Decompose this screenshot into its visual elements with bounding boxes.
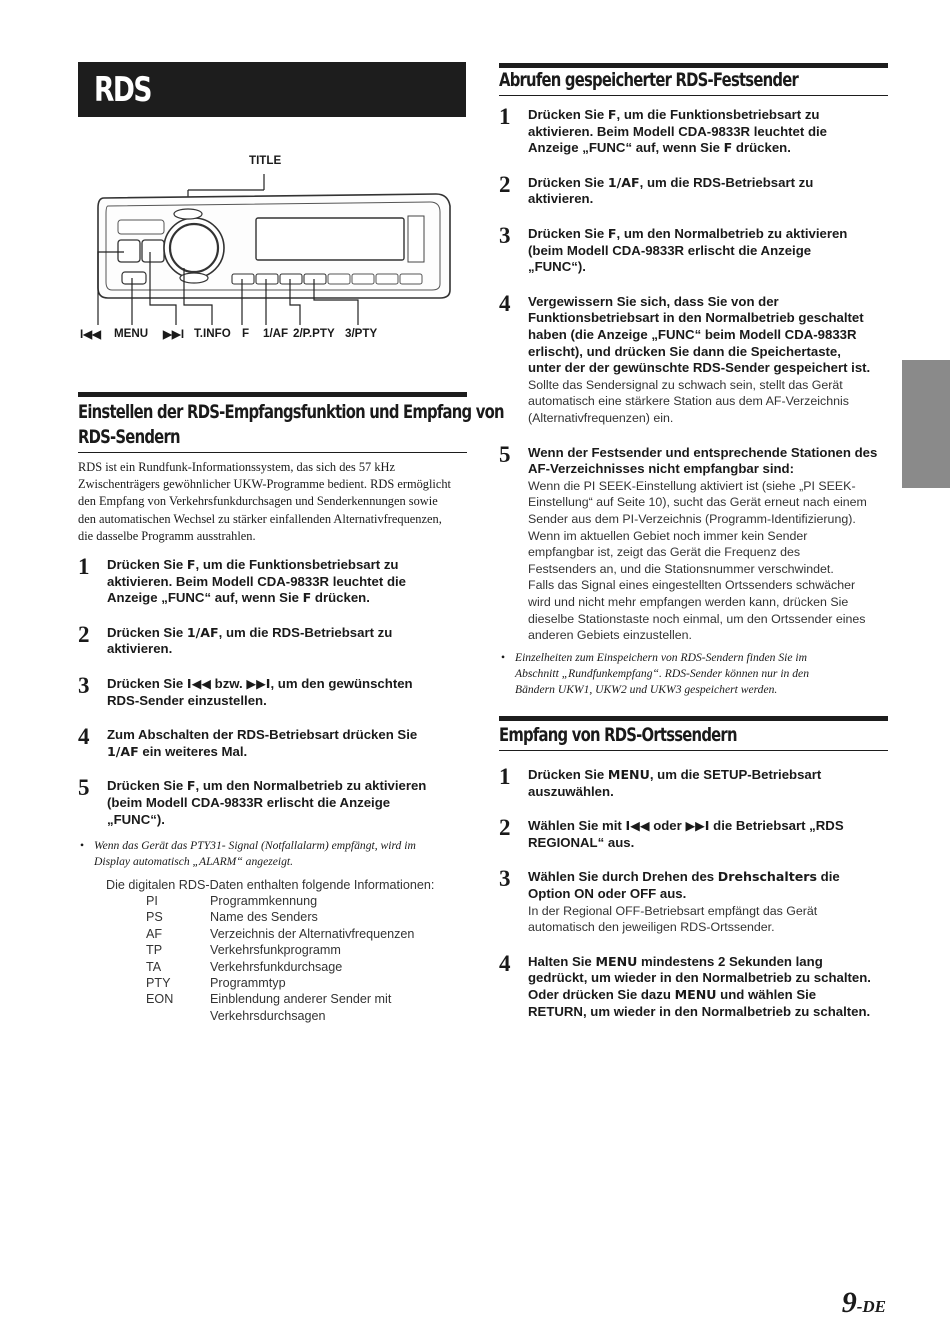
info-description: Programmtyp (210, 975, 286, 990)
step-text (107, 778, 469, 828)
info-intro: Die digitalen RDS-Daten enthalten folgende Informationen: (106, 878, 435, 892)
step-line: unter der der gewünschte RDS-Sender gespeichert ist. (528, 360, 871, 376)
button-label: MENU (607, 767, 650, 782)
info-row (146, 942, 466, 958)
step-note-line: Einstellung“ auf Seite 10), sucht das Gerät erneut nach einem (528, 495, 867, 510)
button-label: 1/AF (186, 624, 219, 640)
section-heading-left (78, 400, 504, 450)
info-description: Verzeichnis der Alternativfrequenzen (210, 926, 415, 941)
info-description: Verkehrsfunkdurchsage (210, 959, 343, 974)
figure-label-tinfo: T.INFO (194, 327, 231, 340)
step-text (107, 625, 469, 658)
button-label: F (186, 557, 196, 572)
step-line: Drücken Sie 1/AF, um die RDS-Betriebsart zu (528, 174, 814, 190)
prev-track-icon: I◀◀ (80, 328, 102, 341)
step-number: 1 (499, 104, 511, 129)
figure-label-1af: 1/AF (263, 327, 289, 340)
intro-line: Zwischenträgers gewöhnlicher UKW-Programme bedient. RDS ermöglicht (78, 477, 451, 492)
step-number: 1 (499, 764, 511, 789)
step-note-line: Wenn im aktuellen Gebiet noch immer kein Sender (528, 528, 808, 543)
step-line: aktivieren. Beim Modell CDA-9833R leuchtet die (528, 123, 828, 139)
step-note-line: Festsenders an, und die Stationsnummer verschwindet. (528, 561, 834, 576)
next-track-icon: ▶▶I (163, 328, 185, 341)
step-line: Wenn der Festsender und entsprechende Stationen des (528, 444, 878, 460)
step-number: 1 (78, 554, 90, 579)
step-number: 3 (499, 223, 511, 248)
bullet-dot: • (501, 651, 506, 664)
bullet-dot: • (80, 839, 85, 852)
step-line: Drücken Sie I◀◀ bzw. ▶▶I, um den gewünschten (107, 676, 413, 691)
step-line: haben (die Anzeige „FUNC“ beim Modell CDA-9833R (528, 326, 857, 342)
step-text (528, 107, 890, 157)
info-row (146, 959, 466, 975)
button-label: MENU (674, 986, 717, 1002)
step-number: 5 (499, 441, 511, 467)
button-label: 1/AF (607, 174, 640, 190)
step-line: Drücken Sie F, um den Normalbetrieb zu aktivieren (528, 226, 848, 241)
info-code: EON (146, 992, 174, 1007)
info-description: Verkehrsfunkprogramm (210, 943, 341, 958)
step-line: Option ON oder OFF aus. (528, 885, 687, 901)
section-rule-top-right2 (499, 716, 888, 721)
faceplate-drawing (78, 150, 468, 345)
step-line: „FUNC“). (107, 811, 165, 827)
info-row (146, 1008, 466, 1024)
step-number: 2 (78, 621, 90, 647)
info-description: Einblendung anderer Sender mit (210, 992, 392, 1007)
intro-line: den automatischen Wechsel zu stärker einfallenden Alternativfrequenzen, (78, 511, 442, 526)
step-note-line: (Alternativfrequenzen) ein. (528, 410, 674, 425)
button-label: F (607, 107, 617, 122)
info-list (146, 893, 466, 1024)
bullet-line: Bändern UKW1, UKW2 und UKW3 gespeichert werden. (515, 683, 778, 696)
section-heading-right1: Abrufen gespeicherter RDS-Festsender (499, 69, 798, 91)
step-text (528, 445, 890, 644)
step-note-line: In der Regional OFF-Betriebsart empfängt das Gerät (528, 903, 818, 918)
step-note-line: wird und nicht mehr empfangen werden kann, drücken Sie (528, 594, 849, 609)
button-label: Drehschalters (717, 869, 817, 885)
button-label: 1/AF (107, 743, 139, 759)
section-rule-bottom-right2 (499, 750, 888, 751)
page-number-digit: 9 (841, 1286, 857, 1319)
step-line: RDS-Sender einzustellen. (107, 692, 267, 708)
step-note-line: Sender aus dem PI-Verzeichnis (Programm-Identifizierung). (528, 511, 856, 526)
step-line: aktivieren. (107, 641, 173, 657)
step-text (528, 226, 890, 276)
figure-label-menu: MENU (114, 327, 149, 340)
step-text (528, 818, 890, 851)
step-line: erlischt), und drücken Sie dann die Speichertaste, (528, 343, 841, 359)
step-line: RETURN, um wieder in den Normalbetrieb zu schalten. (528, 1003, 871, 1019)
step-number: 4 (499, 290, 511, 316)
info-description: Programmkennung (210, 894, 318, 908)
step-line: Funktionsbetriebsart in den Normalbetrieb geschaltet (528, 310, 864, 326)
button-label: F (186, 778, 196, 794)
step-note-line: automatisch eine stärkere Station aus dem AF-Verzeichnis (528, 394, 849, 409)
step-line: Halten Sie MENU mindestens 2 Sekunden lang (528, 953, 823, 969)
step-line: 1/AF ein weiteres Mal. (107, 743, 248, 759)
bullet-line: Display automatisch „ALARM“ angezeigt. (94, 855, 294, 868)
step-text (528, 954, 890, 1020)
section-rule-top (78, 392, 467, 397)
step-note-line: anderen Gebiets einzustellen. (528, 628, 692, 643)
step-note-line: Falls das Signal eines eingestellten Ortssenders schwächer (528, 578, 856, 593)
step-number: 2 (499, 171, 511, 197)
section-heading-line2: RDS-Sendern (78, 426, 180, 448)
step-text (528, 869, 890, 935)
section-heading-right2: Empfang von RDS-Ortssendern (499, 724, 737, 746)
step-note-line: Sollte das Sendersignal zu schwach sein, stellt das Gerät (528, 377, 843, 392)
page-title: RDS (94, 70, 151, 110)
step-line: Vergewissern Sie sich, dass Sie von der (528, 293, 779, 309)
step-line: AF-Verzeichnisses nicht empfangbar sind: (528, 461, 795, 477)
figure-title-label: TITLE (249, 154, 282, 167)
step-line: Drücken Sie 1/AF, um die RDS-Betriebsart zu (107, 624, 393, 640)
info-row (146, 991, 466, 1007)
step-line: Oder drücken Sie dazu MENU und wählen Sie (528, 986, 817, 1002)
step-text (107, 727, 469, 760)
step-note-line: Wenn die PI SEEK-Einstellung aktiviert ist (siehe „PI SEEK- (528, 478, 856, 493)
step-line: Wählen Sie durch Drehen des Drehschalters die (528, 869, 840, 885)
step-line: aktivieren. (528, 191, 594, 207)
step-text (107, 676, 469, 709)
step-line: Drücken Sie F, um den Normalbetrieb zu aktivieren (107, 778, 427, 794)
info-row (146, 909, 466, 925)
step-text (528, 175, 890, 208)
info-description: Verkehrsdurchsagen (210, 1008, 326, 1023)
button-label: ▶▶I (685, 818, 710, 834)
step-line: REGIONAL“ aus. (528, 834, 635, 850)
page-number (842, 1286, 886, 1320)
step-line: auszuwählen. (528, 783, 614, 799)
step-text (528, 294, 890, 427)
info-row (146, 926, 466, 942)
intro-line: die dasselbe Programm ausstrahlen. (78, 528, 256, 543)
step-number: 2 (499, 815, 511, 841)
info-code: PI (146, 894, 158, 908)
step-line: Anzeige „FUNC“ auf, wenn Sie F drücken. (107, 590, 370, 606)
step-number: 3 (499, 866, 511, 892)
info-code: PS (146, 910, 163, 925)
section-rule-bottom-right1 (499, 95, 888, 96)
step-note-line: dieselbe Stationstaste noch einmal, um den Ortssender eines (528, 611, 866, 626)
left-bullet-note (80, 838, 466, 870)
button-label: I◀◀ (186, 676, 211, 691)
step-number: 5 (78, 775, 90, 801)
intro-line: den Empfang von Verkehrsfunkdurchsagen und Senderkennungen sowie (78, 494, 438, 509)
page-number-suffix: -DE (856, 1297, 886, 1316)
step-text (528, 767, 890, 800)
figure-label-3pty: 3/PTY (345, 327, 378, 340)
step-line: Drücken Sie F, um die Funktionsbetriebsart zu (528, 107, 820, 122)
button-label: I◀◀ (625, 818, 650, 834)
intro-paragraph (78, 459, 470, 545)
button-label: F (723, 140, 733, 156)
step-line: Anzeige „FUNC“ auf, wenn Sie F drücken. (528, 140, 791, 156)
info-row (146, 975, 466, 991)
button-label: F (607, 226, 617, 241)
button-label: ▶▶I (246, 676, 271, 691)
step-number: 4 (78, 724, 90, 750)
info-code: AF (146, 926, 163, 941)
right1-bullet-note (501, 650, 887, 698)
bullet-line: Abschnitt „Rundfunkempfang“. RDS-Sender können nur in den (515, 667, 809, 680)
step-note-line: empfangbar ist, zeigt das Gerät die Frequenz des (528, 545, 801, 560)
step-text (107, 557, 469, 607)
figure-label-f: F (242, 327, 250, 340)
step-line: (beim Modell CDA-9833R erlischt die Anzeige (107, 794, 391, 810)
intro-line: RDS ist ein Rundfunk-Informationssystem, das sich des 57 kHz (78, 460, 395, 474)
info-code: PTY (146, 975, 171, 990)
step-line: Drücken Sie MENU, um die SETUP-Betriebsart (528, 767, 822, 782)
button-label: MENU (595, 953, 638, 969)
step-line: gedrückt, um wieder in den Normalbetrieb zu schalten. (528, 970, 871, 986)
info-row (146, 893, 466, 909)
button-label: F (302, 590, 312, 606)
step-note-line: automatisch den jeweiligen RDS-Ortssender. (528, 920, 775, 935)
info-code: TA (146, 959, 162, 974)
step-line: (beim Modell CDA-9833R erlischt die Anzeige (528, 242, 812, 258)
step-line: aktivieren. Beim Modell CDA-9833R leuchtet die (107, 573, 407, 589)
radio-figure (78, 150, 468, 345)
section-heading-line1: Einstellen der RDS-Empfangsfunktion und Empfang von (78, 401, 504, 423)
step-line: Wählen Sie mit I◀◀ oder ▶▶I die Betriebsart „RDS (528, 818, 844, 834)
bullet-line: Einzelheiten zum Einspeichern von RDS-Sendern finden Sie im (515, 651, 808, 664)
step-line: „FUNC“). (528, 259, 586, 275)
section-rule-bottom (78, 452, 467, 453)
step-number: 3 (78, 673, 90, 698)
step-line: Drücken Sie F, um die Funktionsbetriebsart zu (107, 557, 399, 572)
page-title-banner (78, 62, 466, 117)
figure-label-2ppty: 2/P.PTY (293, 327, 335, 340)
side-tab (902, 360, 950, 488)
step-line: Zum Abschalten der RDS-Betriebsart drücken Sie (107, 727, 418, 743)
bullet-line: Wenn das Gerät das PTY31- Signal (Notfallalarm) empfängt, wird im (94, 839, 416, 852)
info-code: TP (146, 943, 163, 958)
step-number: 4 (499, 950, 511, 976)
info-description: Name des Senders (210, 910, 318, 925)
